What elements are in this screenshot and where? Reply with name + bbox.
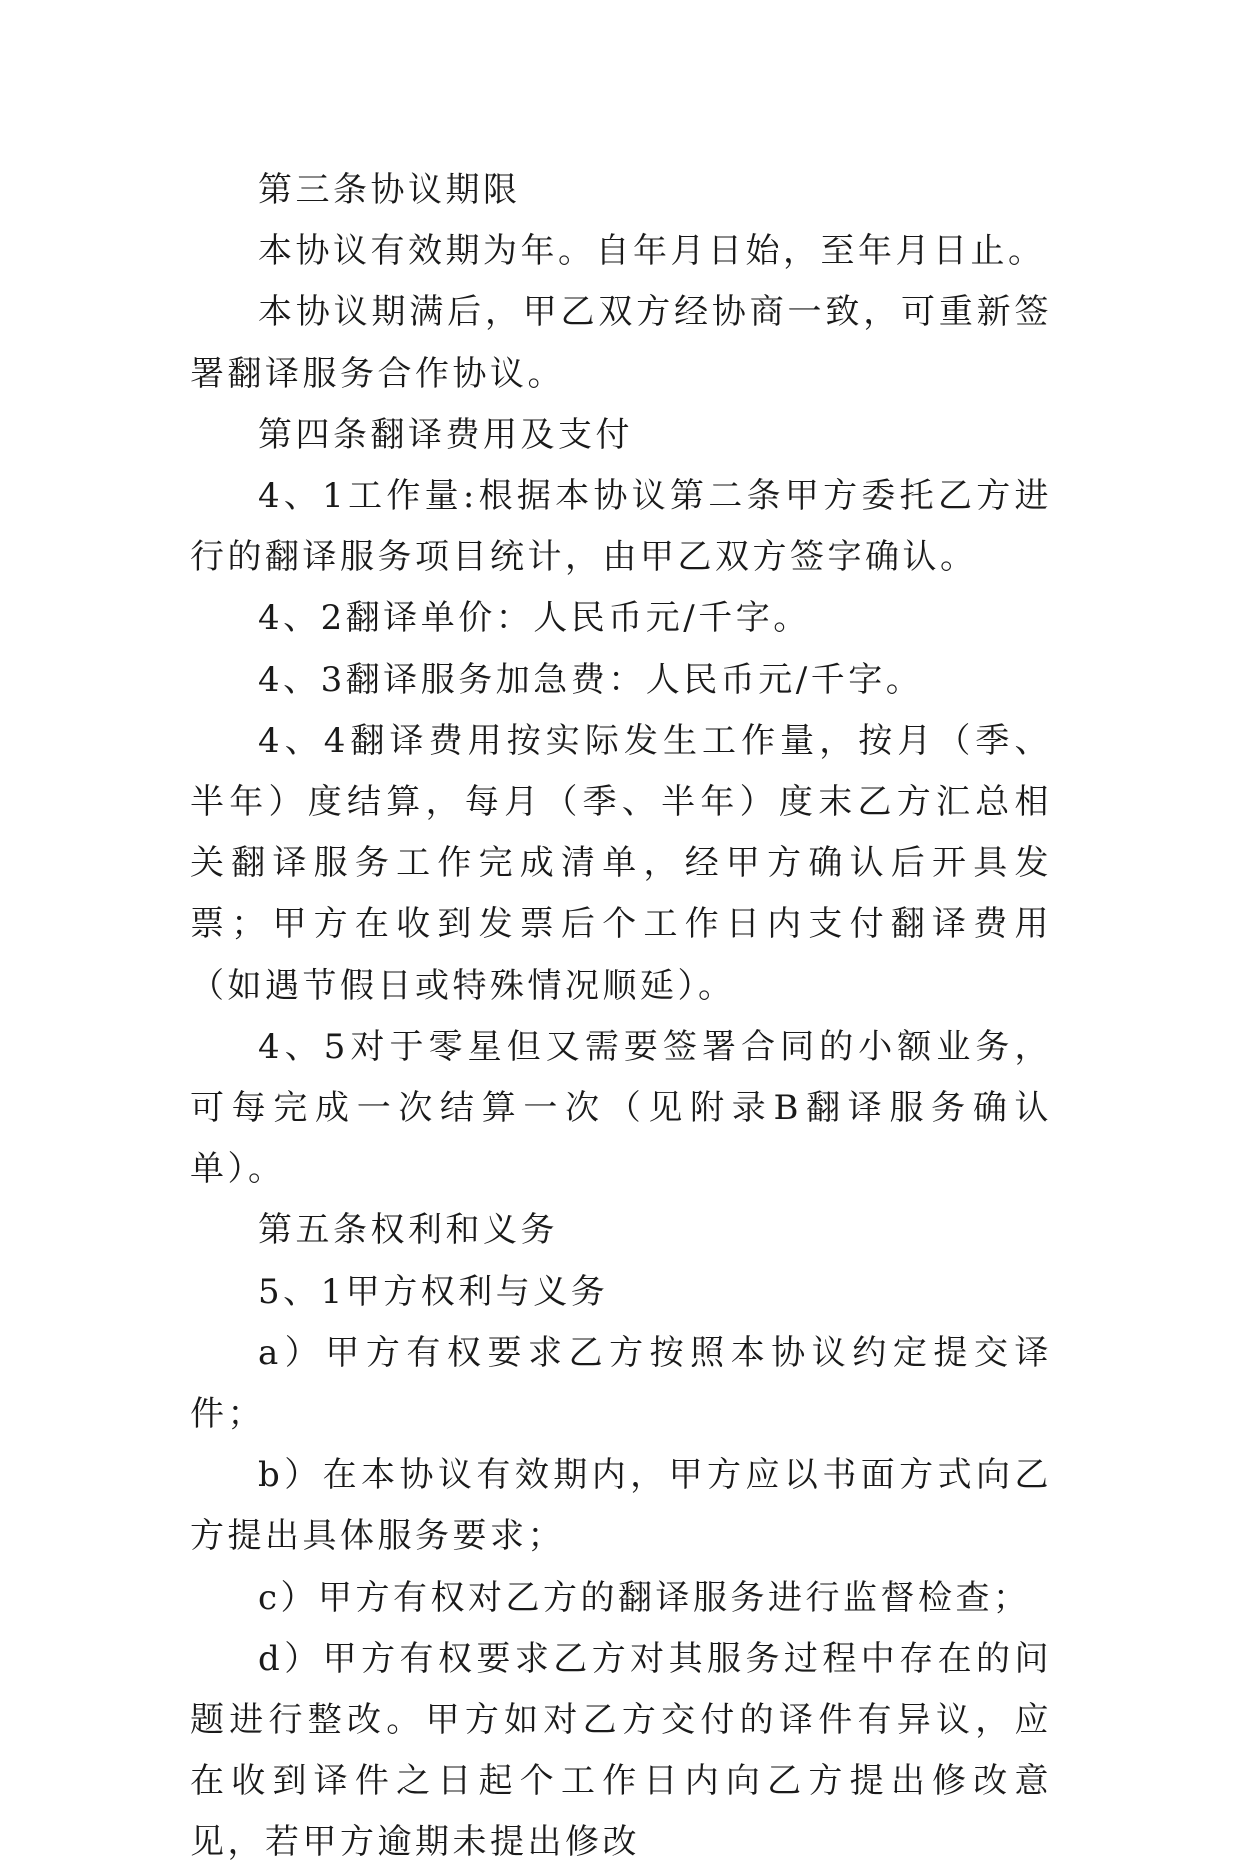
clause-4-4: 4、4翻译费用按实际发生工作量，按月（季、半年）度结算，每月（季、半年）度末乙方汇总相关翻译服务工作完成清单，经甲方确认后开具发票；甲方在收到发票后个工作日内支付翻译费用（如遇节假日或特殊情况顺延）。 — [190, 720, 1052, 1006]
section-heading-3: 第三条协议期限 — [258, 170, 521, 210]
clause-4-2: 4、2翻译单价：人民币元/千字。 — [258, 598, 811, 639]
item-a: a）甲方有权要求乙方按照本协议约定提交译件； — [190, 1332, 1052, 1435]
clause-4-1: 4、1工作量:根据本协议第二条甲方委托乙方进行的翻译服务项目统计，由甲乙双方签字确认。 — [190, 476, 1052, 578]
item-b: b）在本协议有效期内，甲方应以书面方式向乙方提出具体服务要求； — [190, 1455, 1052, 1557]
paragraph-renewal: 本协议期满后，甲乙双方经协商一致，可重新签署翻译服务合作协议。 — [190, 292, 1052, 394]
document-body — [190, 160, 1052, 1874]
section-heading-5: 第五条权利和义务 — [258, 1210, 558, 1251]
clause-5-1: 5、1甲方权利与义务 — [258, 1271, 609, 1312]
item-d: d）甲方有权要求乙方对其服务过程中存在的问题进行整改。甲方如对乙方交付的译件有异议，应在收到译件之日起个工作日内向乙方提出修改意见，若甲方逾期未提出修改 — [190, 1638, 1052, 1863]
section-heading-4: 第四条翻译费用及支付 — [258, 414, 633, 455]
item-c: c）甲方有权对乙方的翻译服务进行监督检查； — [258, 1577, 1031, 1618]
paragraph-term-period: 本协议有效期为年。自年月日始，至年月日止。 — [258, 231, 1046, 272]
clause-4-3: 4、3翻译服务加急费：人民币元/千字。 — [258, 659, 924, 700]
clause-4-5: 4、5对于零星但又需要签署合同的小额业务，可每完成一次结算一次（见附录B翻译服务确认单）。 — [190, 1026, 1052, 1190]
